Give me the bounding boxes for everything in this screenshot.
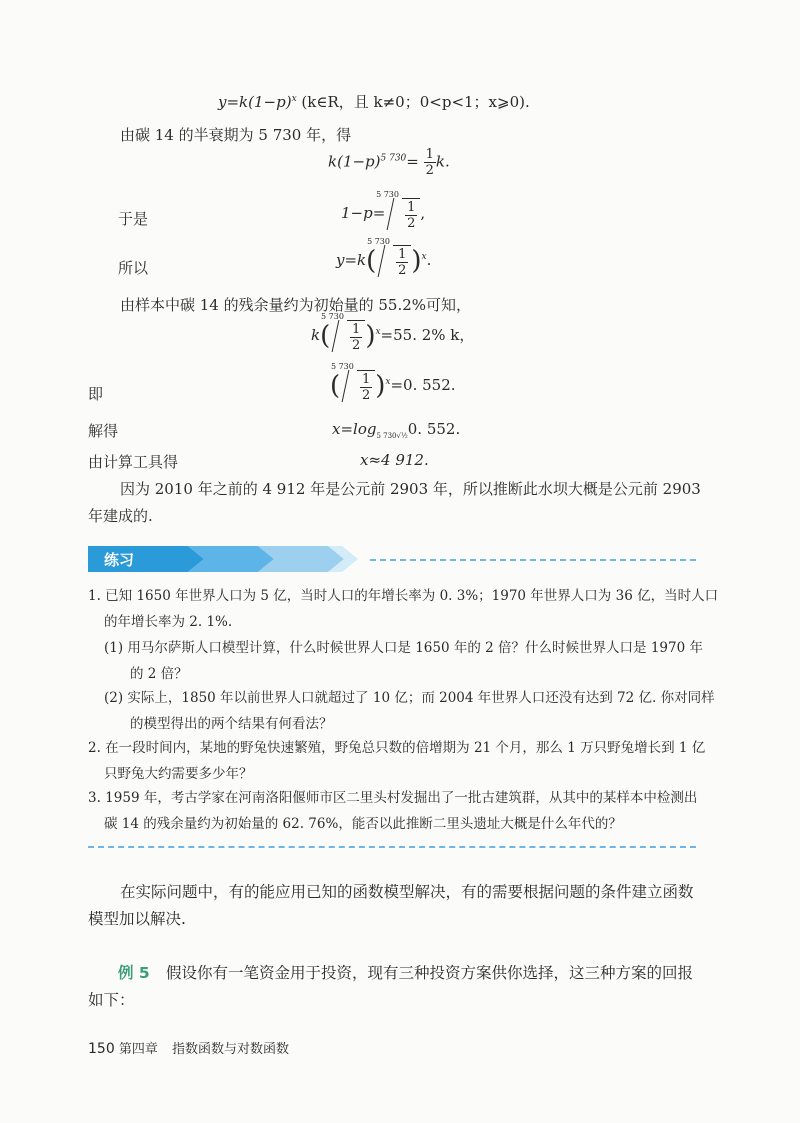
exercise-2: 2. 在一段时间内，某地的野兔快速繁殖，野兔总只数的倍增期为 21 个月，那么 1 万只野兔增长到 1 亿 只野兔大约需要多少年？ <box>88 740 706 782</box>
exercise-title: 练习 <box>104 551 135 569</box>
label-ji: 即 <box>88 385 104 403</box>
para-models-line-1: 在实际问题中，有的能应用已知的函数模型解决，有的需要根据问题的条件建立函数 <box>120 883 694 901</box>
page-number: 150 <box>88 1041 115 1057</box>
label-yushi: 于是 <box>118 210 149 228</box>
conclusion-line-2: 年建成的. <box>88 507 153 525</box>
text-half-life: 由碳 14 的半衰期为 5 730 年，得 <box>120 126 352 144</box>
equation-ratio: ( 5 730 $\frac{1}{2}$ )$^x$=0. 552. <box>330 362 456 403</box>
label-jiede: 解得 <box>88 422 119 440</box>
radical: 5 730 $\frac{1}{2}$ <box>390 198 420 230</box>
exercise-1: 1. 已知 1650 年世界人口为 5 亿，当时人口的年增长率为 0. 3%；1970 年世界人口为 36 亿，当时人口 的年增长率为 2. 1%. <box>88 588 719 630</box>
equation-y-model: y=k( 5 730 $\frac{1}{2}$ )$^x$. <box>336 237 432 278</box>
para-models-line-2: 模型加以解决. <box>88 910 186 928</box>
exercise-3: 3. 1959 年，考古学家在河南洛阳偃师市区二里头村发掘出了一批古建筑群，从其中的某样本中检测出 碳 14 的残余量约为初始量的 62. 76%，能否以此推断二里头遗址大概是什么年代的？ <box>88 790 698 832</box>
divider-dashed-bottom <box>88 846 696 848</box>
equation-half-life: $k(1-p)^{5 730}=$ $\frac{1}{2}$ k. <box>328 147 450 178</box>
example-label: 例 5 <box>118 964 150 982</box>
chapter-title: 指数函数与对数函数 <box>172 1042 290 1057</box>
text-sample: 由样本中碳 14 的残余量约为初始量的 55.2%可知， <box>120 296 472 314</box>
conclusion-line-1: 因为 2010 年之前的 4 912 年是公元前 2903 年，所以推断此水坝大概是公元前 2903 <box>120 480 701 498</box>
exercise-1-part-1: (1) 用马尔萨斯人口模型计算，什么时候世界人口是 1650 年的 2 倍？什么时候世界人口是 1970 年 的 2 倍？ <box>104 640 703 682</box>
example-text-line-1: 假设你有一笔资金用于投资，现有三种投资方案供你选择，这三种方案的回报 <box>166 964 694 982</box>
radical: 5 730 $\frac{1}{2}$ <box>381 245 411 277</box>
equation-result: x≈4 912. <box>360 451 429 469</box>
equation-solve-p: 1−p= 5 730 $\frac{1}{2}$ , <box>341 190 426 231</box>
exercise-1-part-2: (2) 实际上，1850 年以前世界人口就超过了 10 亿；而 2004 年世界人口还没有达到 72 亿. 你对同样 的模型得出的两个结果有何看法？ <box>104 690 715 732</box>
equation-log: $x=\log_{5 730√\frac{1}{2}}0$. 552. <box>332 420 461 440</box>
label-tool: 由计算工具得 <box>88 453 179 471</box>
example-text-line-2: 如下： <box>88 991 135 1009</box>
radical: 5 730 $\frac{1}{2}$ <box>345 370 375 402</box>
formula-exponential-model: $y=k(1-p)^x$ (k∈R，且 k≠0；0<p<1；x⩾0). <box>218 93 530 111</box>
label-suoyi: 所以 <box>118 259 149 277</box>
equation-sample: k( 5 730 $\frac{1}{2}$ )$^x$=55. 2% k， <box>311 312 475 353</box>
page-footer <box>88 1038 289 1057</box>
fraction-half: $\frac{1}{2}$ <box>425 147 434 178</box>
divider-dashed-top <box>370 559 696 561</box>
radical: 5 730 $\frac{1}{2}$ <box>335 320 365 352</box>
chapter-label: 第四章 <box>118 1042 158 1057</box>
